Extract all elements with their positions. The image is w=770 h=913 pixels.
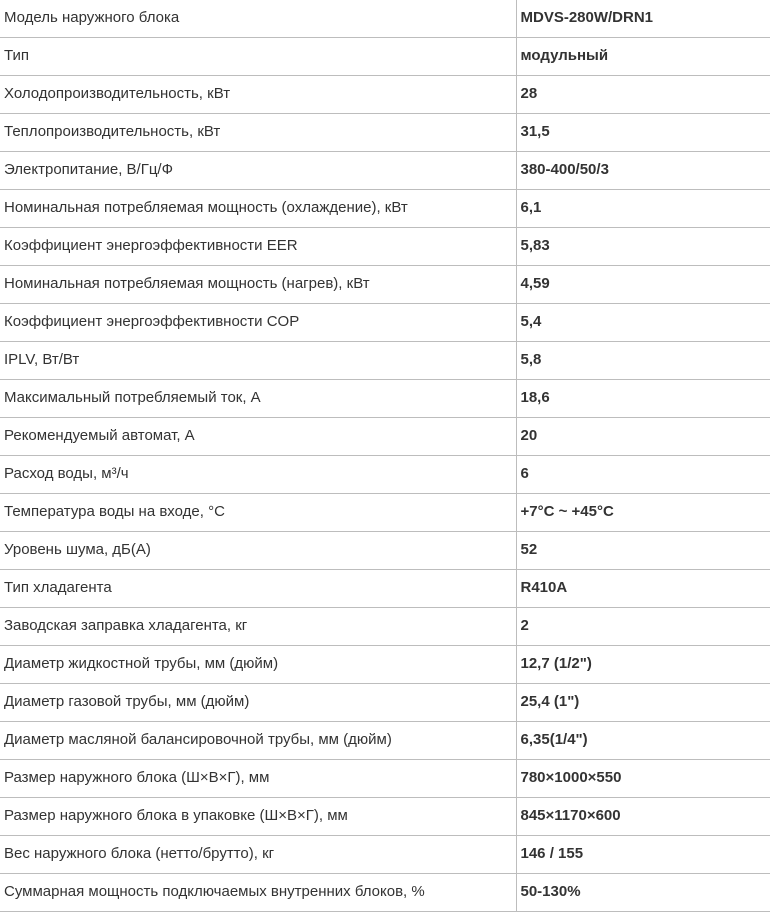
spec-label: Коэффициент энергоэффективности EER [0,227,516,265]
spec-label: Диаметр жидкостной трубы, мм (дюйм) [0,645,516,683]
spec-row [0,37,770,75]
spec-label: Расход воды, м³/ч [0,455,516,493]
spec-value: 5,4 [516,303,770,341]
spec-label: Суммарная мощность подключаемых внутренних блоков, % [0,873,516,911]
spec-row [0,227,770,265]
spec-row [0,531,770,569]
spec-row [0,379,770,417]
spec-row [0,341,770,379]
spec-label: Максимальный потребляемый ток, А [0,379,516,417]
spec-label: Диаметр масляной балансировочной трубы, мм (дюйм) [0,721,516,759]
spec-row [0,493,770,531]
spec-value: 6 [516,455,770,493]
spec-label: Температура воды на входе, °C [0,493,516,531]
spec-value: 5,8 [516,341,770,379]
spec-value: 50-130% [516,873,770,911]
spec-row [0,75,770,113]
spec-label: Уровень шума, дБ(А) [0,531,516,569]
spec-label: Теплопроизводительность, кВт [0,113,516,151]
spec-value: 5,83 [516,227,770,265]
spec-row [0,645,770,683]
spec-row [0,721,770,759]
spec-label: Тип [0,37,516,75]
spec-value: 28 [516,75,770,113]
spec-label: Коэффициент энергоэффективности COP [0,303,516,341]
spec-value: 18,6 [516,379,770,417]
spec-row [0,569,770,607]
spec-row [0,797,770,835]
spec-label: Номинальная потребляемая мощность (нагрев), кВт [0,265,516,303]
spec-label: Холодопроизводительность, кВт [0,75,516,113]
spec-value: 12,7 (1/2") [516,645,770,683]
spec-label: Диаметр газовой трубы, мм (дюйм) [0,683,516,721]
spec-row [0,265,770,303]
spec-label: Размер наружного блока (Ш×В×Г), мм [0,759,516,797]
spec-row [0,113,770,151]
spec-row [0,759,770,797]
spec-value: 6,35(1/4") [516,721,770,759]
spec-label: Электропитание, В/Гц/Ф [0,151,516,189]
spec-value: 6,1 [516,189,770,227]
spec-label: IPLV, Вт/Вт [0,341,516,379]
spec-row [0,303,770,341]
spec-value: R410A [516,569,770,607]
spec-value: MDVS-280W/DRN1 [516,0,770,37]
spec-value: 4,59 [516,265,770,303]
spec-row [0,151,770,189]
spec-value: 31,5 [516,113,770,151]
spec-value: 25,4 (1") [516,683,770,721]
spec-value: 845×1170×600 [516,797,770,835]
spec-row [0,455,770,493]
spec-value: 146 / 155 [516,835,770,873]
spec-label: Рекомендуемый автомат, А [0,417,516,455]
spec-value: 780×1000×550 [516,759,770,797]
spec-label: Номинальная потребляемая мощность (охлаждение), кВт [0,189,516,227]
spec-row [0,683,770,721]
spec-row [0,189,770,227]
spec-label: Размер наружного блока в упаковке (Ш×В×Г), мм [0,797,516,835]
spec-label: Тип хладагента [0,569,516,607]
spec-value: 52 [516,531,770,569]
spec-label: Вес наружного блока (нетто/брутто), кг [0,835,516,873]
spec-value: 2 [516,607,770,645]
spec-row [0,873,770,911]
spec-value: +7°C ~ +45°C [516,493,770,531]
spec-value: 20 [516,417,770,455]
spec-row [0,607,770,645]
spec-row [0,417,770,455]
spec-row [0,0,770,37]
spec-value: модульный [516,37,770,75]
spec-label: Модель наружного блока [0,0,516,37]
spec-label: Заводская заправка хладагента, кг [0,607,516,645]
spec-row [0,835,770,873]
spec-value: 380-400/50/3 [516,151,770,189]
